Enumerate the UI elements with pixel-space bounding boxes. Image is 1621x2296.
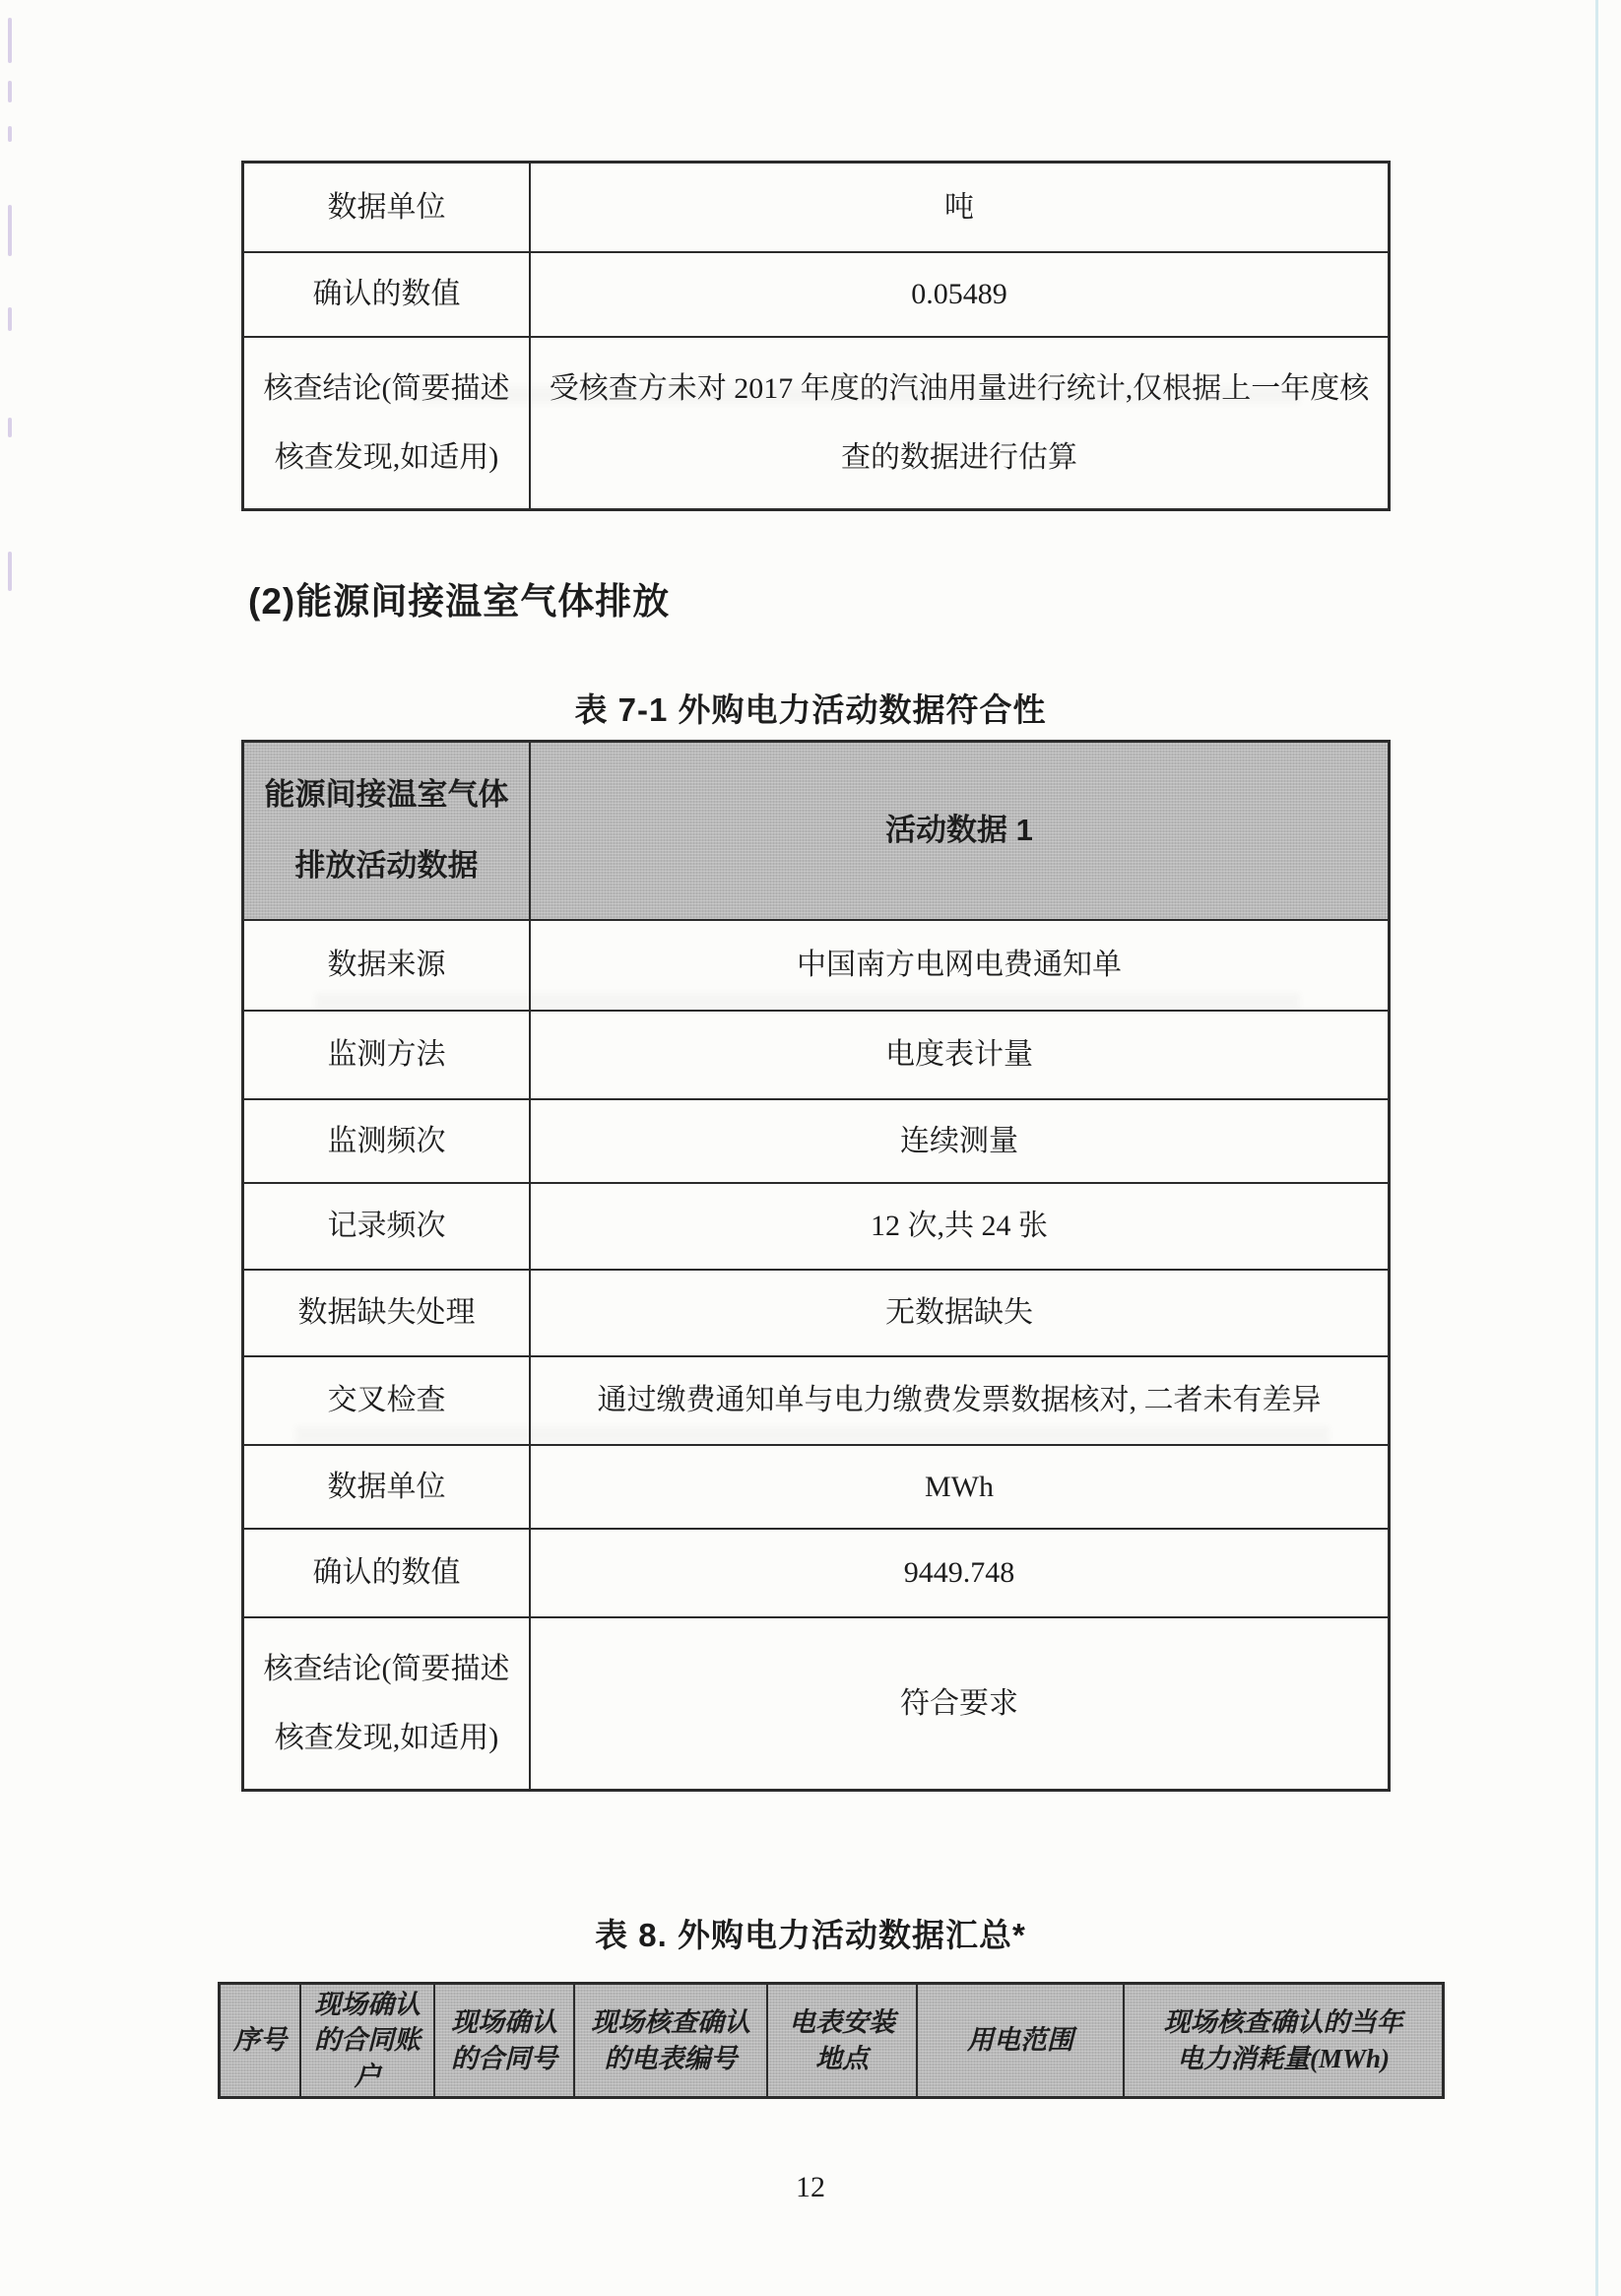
- row-label: 记录频次: [327, 1210, 446, 1243]
- header-value-cell: [531, 743, 1388, 919]
- row-value: 连续测量: [900, 1124, 1018, 1157]
- row-label-line: 核查结论(简要描述: [263, 1652, 510, 1685]
- row-label-cell: [244, 1530, 531, 1616]
- table-7-1-title: 表 7-1 外购电力活动数据符合性: [574, 691, 1047, 728]
- row-value-cell: [531, 338, 1388, 508]
- section-heading: (2)能源间接温室气体排放: [248, 581, 671, 622]
- header-line: 现场确认: [314, 1989, 421, 2019]
- row-value: 符合要求: [900, 1686, 1018, 1720]
- header-line: 的合同号: [451, 2043, 557, 2073]
- table-row: [244, 1010, 1388, 1098]
- header-cell-index: [221, 1985, 301, 2096]
- scan-mark-artifact: [8, 81, 12, 102]
- header-cell-contract-account: [301, 1985, 435, 2096]
- row-value-cell: [531, 164, 1388, 251]
- row-label-line: 核查发现,如适用): [274, 440, 499, 474]
- row-value-line: 受核查方未对 2017 年度的汽油用量进行统计,仅根据上一年度核: [549, 371, 1370, 405]
- table-row: [244, 251, 1388, 336]
- row-value: 中国南方电网电费通知单: [797, 949, 1122, 982]
- table-row: [244, 336, 1388, 508]
- row-value-cell: [531, 1357, 1388, 1444]
- row-value: 无数据缺失: [885, 1296, 1033, 1330]
- row-label-line: 核查发现,如适用): [274, 1721, 499, 1754]
- page-number: 12: [796, 2171, 825, 2203]
- row-label: 确认的数值: [312, 1556, 461, 1590]
- scan-mark-artifact: [8, 126, 12, 142]
- row-value-cell: [531, 1184, 1388, 1269]
- table-row: [244, 1444, 1388, 1528]
- row-value-cell: [531, 1012, 1388, 1098]
- row-value-cell: [531, 1446, 1388, 1528]
- table-row: [244, 1616, 1388, 1789]
- row-label: 监测方法: [327, 1038, 446, 1072]
- row-label-cell: [244, 1357, 531, 1444]
- header-cell-contract-number: [435, 1985, 575, 2096]
- header-cell-annual-consumption: [1125, 1985, 1442, 2096]
- header-line: 的合同账: [314, 2025, 421, 2056]
- row-value: 吨: [944, 190, 974, 224]
- row-value: 0.05489: [911, 278, 1007, 311]
- row-label: 确认的数值: [312, 278, 461, 311]
- row-value-cell: [531, 1530, 1388, 1616]
- table-row: [244, 919, 1388, 1010]
- header-label-line: 排放活动数据: [294, 848, 479, 884]
- row-label-cell: [244, 1100, 531, 1182]
- row-label-cell: [244, 338, 531, 508]
- scan-mark-artifact: [8, 205, 12, 256]
- scan-mark-artifact: [8, 307, 12, 331]
- header-line: 电力消耗量(MWh): [1176, 2043, 1390, 2073]
- header-label-cell: [244, 743, 531, 919]
- table-row: [244, 1182, 1388, 1269]
- row-label-cell: [244, 921, 531, 1010]
- row-label-line: 核查结论(简要描述: [263, 371, 510, 405]
- header-line: 现场核查确认: [591, 2007, 750, 2038]
- header-label-line: 能源间接温室气体: [264, 776, 509, 812]
- row-value: 12 次,共 24 张: [871, 1210, 1048, 1243]
- header-cell-meter-number: [575, 1985, 768, 2096]
- row-value-line: 查的数据进行估算: [841, 440, 1077, 474]
- row-label-cell: [244, 1446, 531, 1528]
- electricity-summary-table-header: [218, 1982, 1445, 2099]
- row-label: 数据单位: [327, 1470, 446, 1503]
- header-line: 用电范围: [967, 2025, 1073, 2056]
- header-value: 活动数据 1: [885, 813, 1033, 848]
- scan-mark-artifact: [8, 418, 12, 437]
- header-line: 户: [354, 2061, 381, 2091]
- table-row: [244, 1098, 1388, 1182]
- row-label: 数据缺失处理: [297, 1296, 476, 1330]
- row-label-cell: [244, 1184, 531, 1269]
- row-label-cell: [244, 1618, 531, 1789]
- row-value-cell: [531, 921, 1388, 1010]
- header-cell-usage-scope: [918, 1985, 1125, 2096]
- row-label: 数据单位: [327, 190, 446, 224]
- row-value-cell: [531, 253, 1388, 336]
- header-line: 序号: [233, 2025, 287, 2056]
- row-label: 数据来源: [327, 949, 446, 982]
- row-value-cell: [531, 1618, 1388, 1789]
- row-value: 9449.748: [903, 1556, 1015, 1590]
- row-label: 监测频次: [327, 1124, 446, 1157]
- table-row: [244, 1269, 1388, 1355]
- row-value-cell: [531, 1271, 1388, 1355]
- header-cell-meter-location: [768, 1985, 918, 2096]
- header-line: 现场核查确认的当年: [1163, 2007, 1403, 2038]
- purchased-electricity-table: [241, 740, 1391, 1792]
- row-value: 电度表计量: [885, 1038, 1033, 1072]
- header-line: 现场确认: [451, 2007, 557, 2038]
- row-value: MWh: [925, 1470, 994, 1503]
- table-header-row: [244, 743, 1388, 919]
- table-row: [244, 1355, 1388, 1444]
- row-label-cell: [244, 164, 531, 251]
- row-label-cell: [244, 253, 531, 336]
- scan-mark-artifact: [8, 552, 12, 591]
- row-value-cell: [531, 1100, 1388, 1182]
- scan-mark-artifact: [8, 18, 12, 63]
- row-label-cell: [244, 1271, 531, 1355]
- row-value: 通过缴费通知单与电力缴费发票数据核对, 二者未有差异: [597, 1384, 1322, 1417]
- table-row: [244, 164, 1388, 251]
- header-line: 的电表编号: [604, 2043, 738, 2073]
- row-label-cell: [244, 1012, 531, 1098]
- table-row: [244, 1528, 1388, 1616]
- header-line: 电表安装: [789, 2007, 895, 2038]
- gasoline-activity-table: [241, 161, 1391, 511]
- header-line: 地点: [815, 2043, 869, 2073]
- row-label: 交叉检查: [327, 1384, 446, 1417]
- table-8-title: 表 8. 外购电力活动数据汇总*: [595, 1917, 1026, 1953]
